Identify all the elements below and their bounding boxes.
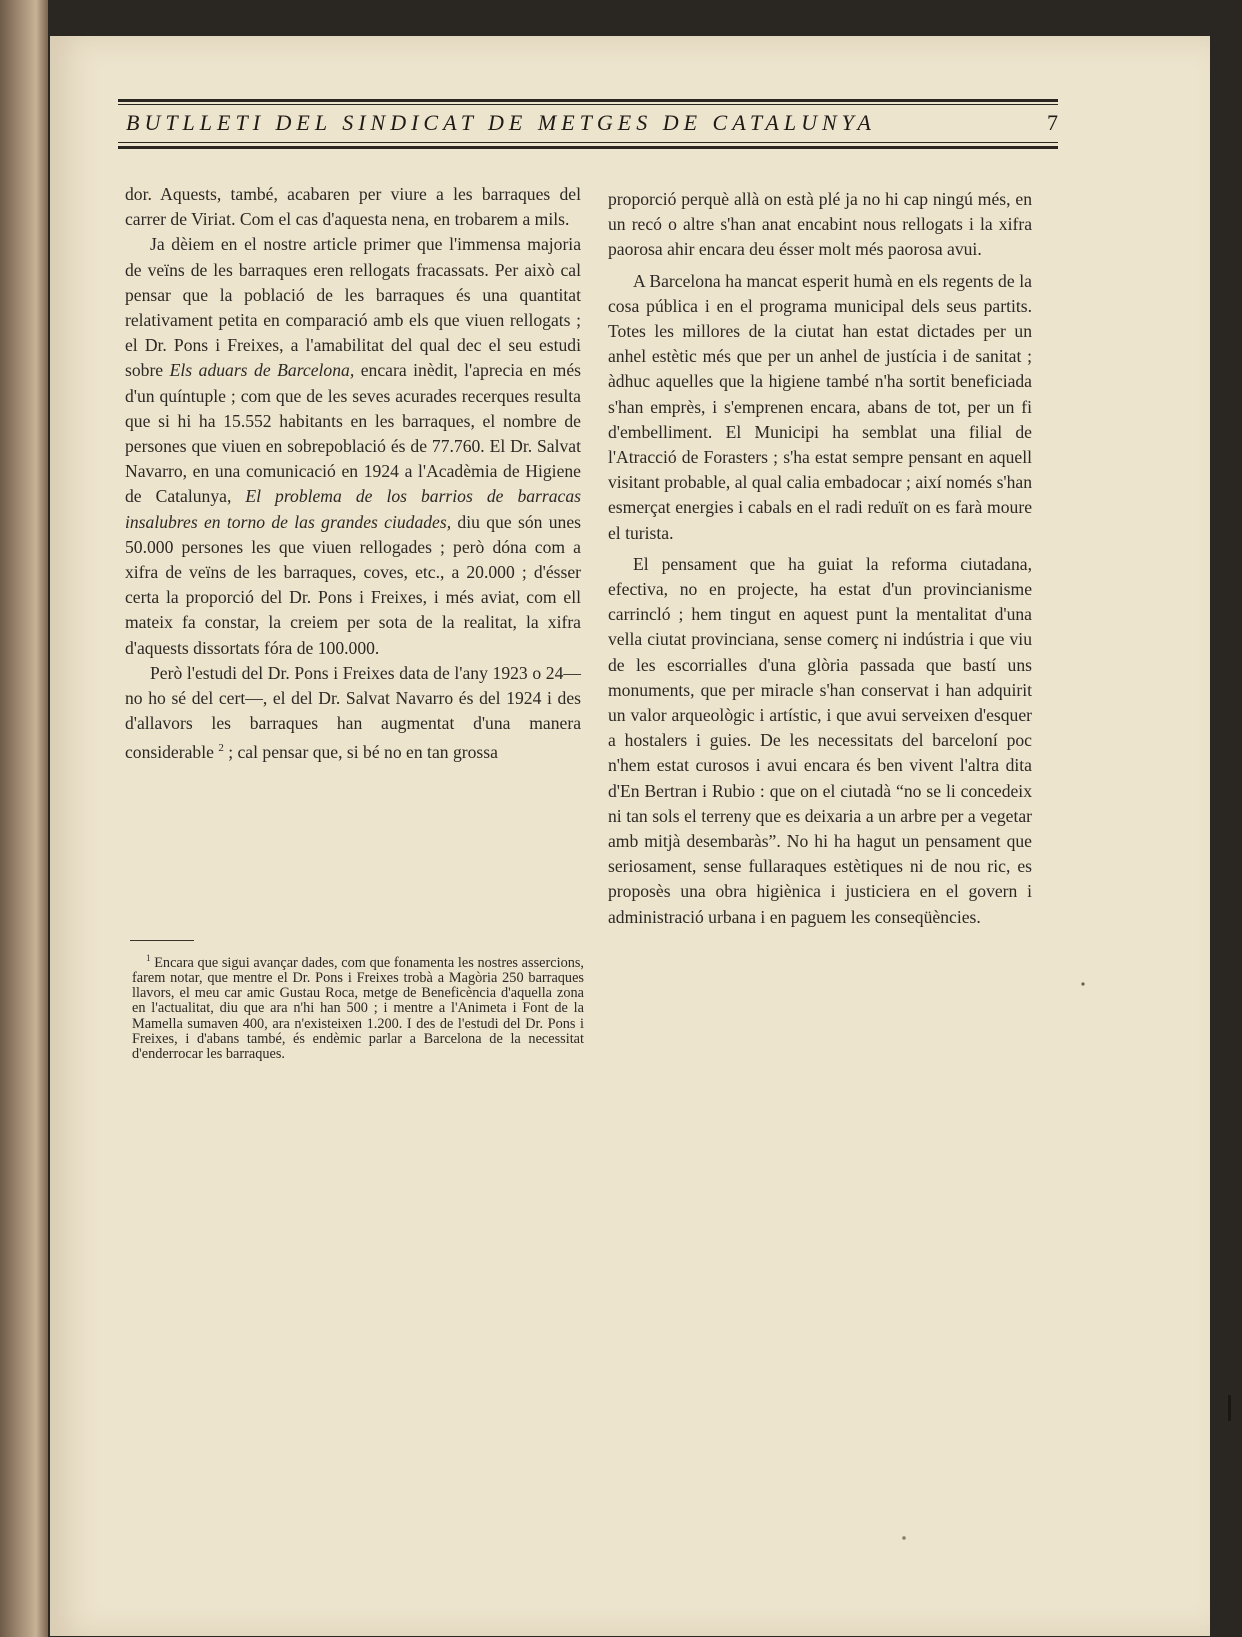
text-run: ; cal pensar que, si bé no en tan grossa bbox=[223, 742, 498, 763]
footnote-text: Encara que sigui avançar dades, com que fonamenta les nostres assercions, farem notar, que mentre el Dr. Pons i Freixes trobà a Magòria 250 barraques llavors, el meu car amic Gustau Roca, metge de Beneficència d'aquella zona en l'actualitat, diu que ara n'hi han 500 ; i mentre a l'Animeta i Font de la Mamella sumaven 400, ara n'existeixen 1.200. I des de l'estudi del Dr. Pons i Freixes, i d'abans també, és endèmic parlar a Barcelona de la necessitat d'enderrocar les barraques. bbox=[132, 954, 584, 1062]
cited-title: Els aduars de Barcelona, bbox=[169, 360, 355, 381]
text-run: encara inèdit, l'aprecia en més d'un quíntuple ; com que de les seves acurades recerques resulta que si hi ha 15.552 habitants en les barraques, el nombre de persones que viuen en sobrepoblació és de 77.760. El Dr. Salvat Navarro, en una comunicació en 1924 a l'Acadèmia de Higiene de Catalunya, bbox=[125, 360, 581, 507]
page-number: 7 bbox=[1047, 110, 1058, 135]
text-run: diu que són unes 50.000 persones les que viuen rellogades ; però dóna com a xifra de veïns de les barraques, coves, etc., a 20.000 ; d'ésser certa la proporció del Dr. Pons i Freixes, i més aviat, com ell mateix fa constar, la creiem per sota de la realitat, la xifra d'aquests dissortats fóra de 100.000. bbox=[125, 511, 581, 658]
footnote-marker: 1 bbox=[146, 953, 151, 963]
journal-title: BUTLLETI DEL SINDICAT DE METGES DE CATALUNYA bbox=[126, 110, 876, 135]
text-run: Però l'estudi del Dr. Pons i Freixes data de l'any 1923 o 24—no ho sé del cert—, el del Dr. Salvat Navarro és del 1924 i des d'allavors les barraques han augmentat d'una manera considerable bbox=[125, 662, 581, 763]
text-run: Ja dèiem en el nostre article primer que l'immensa majoria de veïns de les barraques eren rellogats fracassats. Per això cal pensar que la població de les barraques és una quantitat relativament petita en comparació amb els que viuen rellogats ; el Dr. Pons i Freixes, a l'amabilitat del qual dec el seu estudi sobre bbox=[125, 234, 581, 381]
paragraph: proporció perquè allà on està plé ja no hi cap ningú més, en un recó o altre s'han anat encabint nous rellogats i la xifra paorosa ahir encara deu ésser molt més paorosa avui. bbox=[608, 189, 1032, 260]
paragraph: dor. Aquests, també, acabaren per viure a les barraques del carrer de Viriat. Com el cas d'aquesta nena, en trobarem a mils. bbox=[125, 184, 581, 230]
footnote-reference: 2 bbox=[218, 742, 224, 755]
paragraph: A Barcelona ha mancat esperit humà en els regents de la cosa pública i en el programa municipal dels seus partits. Totes les millores de la ciutat han estat dictades per un anhel estètic més que per un anhel de justícia i de sanitat ; àdhuc aquelles que la higiene també n'ha sortit beneficiada s'han emprès, i s'emprenen encara, abans de tot, per un fi d'embelliment. El Municipi ha semblat una filial de l'Atracció de Forasters ; s'ha estat sempre pensant en aquell visitant probable, al qual calia embadocar ; així només s'han esmerçat energies i cabals en el radi reduït on es farà moure el turista. bbox=[608, 270, 1032, 543]
cited-title: El problema de los barrios de barracas insalubres en torno de las grandes ciudades, bbox=[125, 486, 581, 532]
paragraph: El pensament que ha guiat la reforma ciutadana, efectiva, no en projecte, ha estat d'un provincianisme carrincló ; hem tingut en aquest punt la mentalitat d'una vella ciutat provinciana, sense comerç ni indústria i que viu de les escorrialles d'una glòria passada que bastí uns monuments, que per miracle s'han conservat i han adquirit un valor arqueològic i artístic, i que avui serveixen d'esquer a hostalers i guies. De les necessitats del barceloní poc n'hem estat curosos i avui encara és ben vivent l'altra dita d'En Bertran i Rubio : que on el ciutadà “no se li concedeix ni tan sols el terreny que es deixaria a un arbre per a vegetar amb mitjà desembaràs”. No hi ha hagut un pensament que seriosament, sense fullaraques estètiques ni de nou ric, es proposès una obra higiènica i justiciera en el govern i administració urbana i en paguem les conseqüències. bbox=[608, 553, 1032, 927]
